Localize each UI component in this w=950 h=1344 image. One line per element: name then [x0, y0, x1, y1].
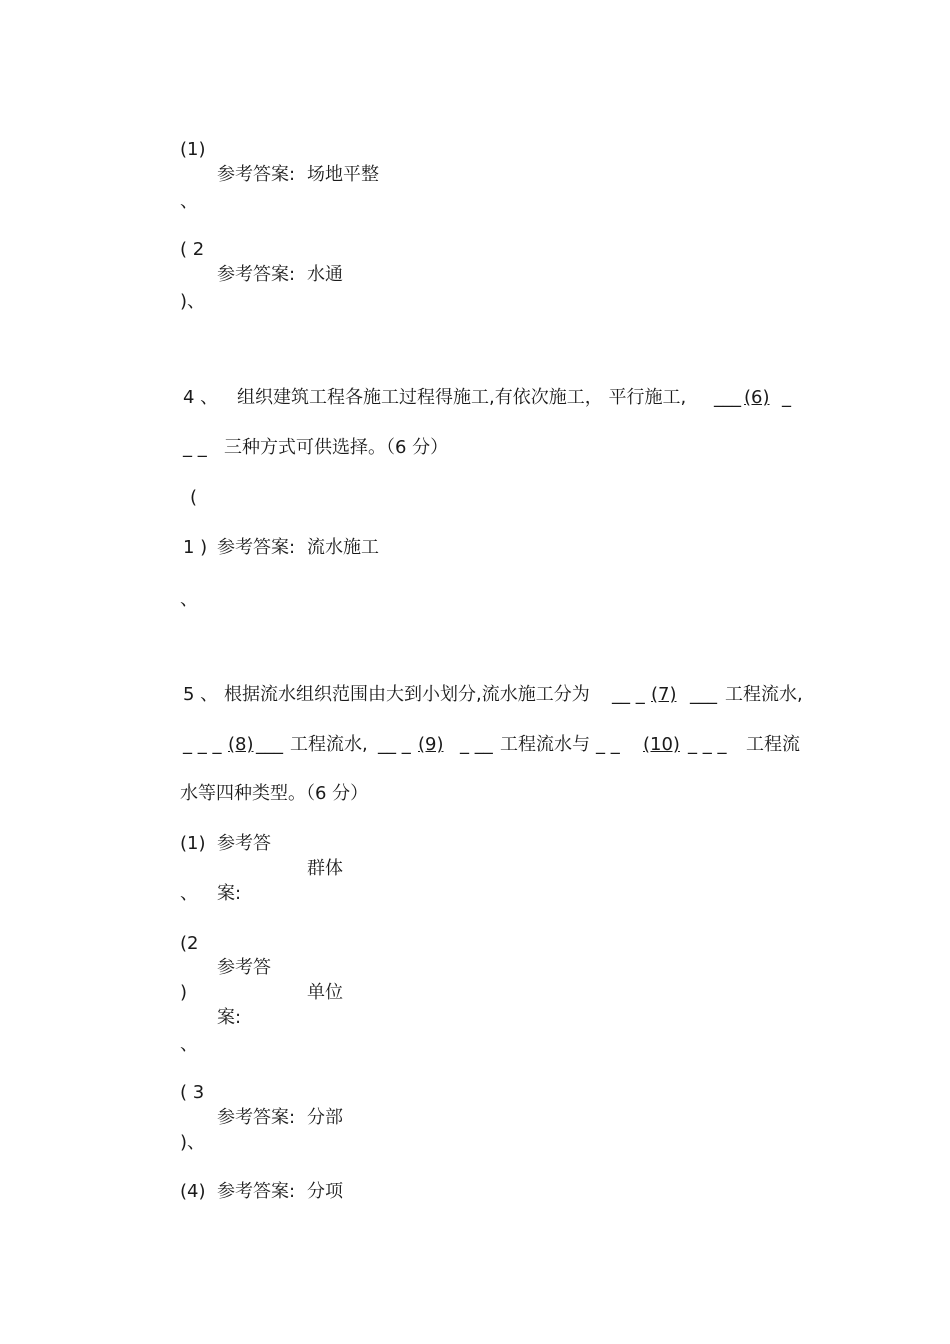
q5-blank8-post: ___ — [256, 734, 283, 755]
q5-blank7-pre: __ _ — [612, 684, 645, 705]
q5-blank7-post: ___ — [690, 684, 717, 705]
q5-answer2-number: (2 — [180, 933, 199, 954]
q4-blank6-pre: ___ — [714, 387, 741, 408]
q5-answer2-value: 单位 — [307, 982, 343, 1003]
q4-answer1-number-tail: 、 — [180, 589, 198, 610]
q4-number: 4 、 — [183, 387, 219, 408]
q3-answer1-number: (1) — [180, 139, 206, 160]
q3-answer1-label: 参考答案: — [217, 164, 296, 185]
q4-answer1-value: 流水施工 — [307, 537, 379, 558]
q5-blank10: (10) — [643, 734, 680, 755]
q4-blank6: (6) — [744, 387, 770, 408]
q5-answer3-value: 分部 — [307, 1107, 343, 1128]
q5-answer4-label: 参考答案: — [217, 1181, 296, 1202]
q5-blank8-pre: _ _ _ — [183, 734, 222, 755]
q5-blank9: (9) — [418, 734, 444, 755]
q5-blank9-pre: __ _ — [378, 734, 411, 755]
q5-line3-text: 水等四种类型。（6 分） — [180, 783, 369, 804]
q3-answer1-value: 场地平整 — [307, 164, 379, 185]
q4-blank6-post: _ — [782, 387, 791, 408]
q5-blank10-post: _ _ _ — [688, 734, 727, 755]
q3-answer1-number-tail: 、 — [180, 191, 198, 212]
q3-answer2-value: 水通 — [307, 264, 343, 285]
q5-blank9-post: _ __ — [460, 734, 493, 755]
q5-answer1-number-tail: 、 — [180, 883, 198, 904]
q5-answer1-label-bottom: 案: — [217, 883, 242, 904]
q5-answer1-value: 群体 — [307, 858, 343, 879]
q5-answer2-number-tail: 、 — [180, 1034, 198, 1055]
q3-answer2-number: ( 2 — [180, 239, 205, 260]
q5-line2-end: 工程流 — [746, 734, 800, 755]
q5-blank8: (8) — [228, 734, 254, 755]
q4-answer1-number: ( — [190, 487, 198, 508]
q5-answer3-label: 参考答案: — [217, 1107, 296, 1128]
q3-answer2-label: 参考答案: — [217, 264, 296, 285]
q5-seg-after9: 工程流水与 — [500, 734, 590, 755]
q5-line1-end: 工程流水, — [725, 684, 803, 705]
q5-answer3-number: ( 3 — [180, 1082, 205, 1103]
q5-answer2-label-top: 参考答 — [217, 957, 271, 978]
q5-answer1-label-top: 参考答 — [217, 833, 271, 854]
q5-answer3-number-tail: )、 — [180, 1132, 206, 1153]
q3-answer2-number-tail: )、 — [180, 291, 206, 312]
q4-answer1-number-mid: 1 ) — [183, 537, 208, 558]
q4-answer1-label: 参考答案: — [217, 537, 296, 558]
q4-line2-text: 三种方式可供选择。（6 分） — [224, 437, 449, 458]
q5-blank10-pre: _ _ — [596, 734, 620, 755]
q5-number: 5 、 — [183, 684, 219, 705]
q5-seg-after8: 工程流水, — [290, 734, 368, 755]
q5-answer4-value: 分项 — [307, 1181, 343, 1202]
q5-answer2-number-mid: ) — [180, 982, 188, 1003]
q4-line2-blank: _ _ — [183, 437, 207, 458]
q5-answer4-number: (4) — [180, 1181, 206, 1202]
q5-blank7: (7) — [651, 684, 677, 705]
q5-answer2-label-bottom: 案: — [217, 1007, 242, 1028]
q5-line1-text: 根据流水组织范围由大到小划分,流水施工分为 — [224, 684, 590, 705]
q4-line1-text: 组织建筑工程各施工过程得施工,有依次施工， 平行施工, — [237, 387, 687, 408]
q5-answer1-number: (1) — [180, 833, 206, 854]
